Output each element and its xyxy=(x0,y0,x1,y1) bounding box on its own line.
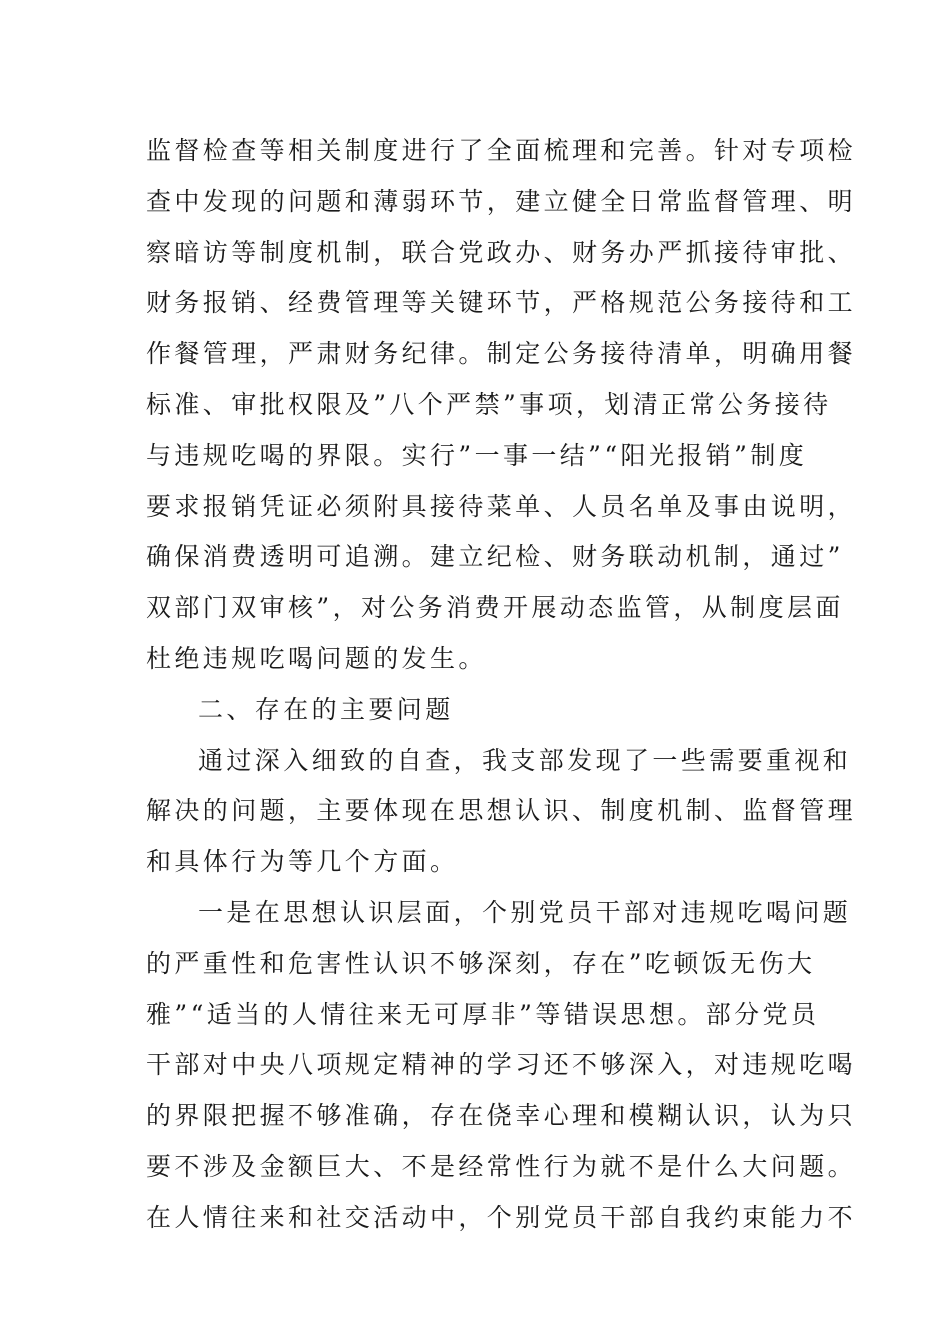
text-line: 双部门双审核”，对公务消费开展动态监管，从制度层面 xyxy=(146,593,844,623)
text-line: 干部对中央八项规定精神的学习还不够深入，对违规吃喝 xyxy=(146,1050,857,1080)
text-line: 要求报销凭证必须附具接待菜单、人员名单及事由说明， xyxy=(146,491,857,521)
section-heading: 二、存在的主要问题 xyxy=(198,694,454,724)
text-line: 察暗访等制度机制，联合党政办、财务办严抓接待审批、 xyxy=(146,237,857,267)
text-line: 作餐管理，严肃财务纪律。制定公务接待清单，明确用餐 xyxy=(146,339,857,369)
text-line: 的严重性和危害性认识不够深刻，存在”吃顿饭无伤大 xyxy=(146,948,816,978)
text-line: 杜绝违规吃喝问题的发生。 xyxy=(146,643,487,673)
text-line: 和具体行为等几个方面。 xyxy=(146,847,459,877)
text-line: 确保消费透明可追溯。建立纪检、财务联动机制，通过” xyxy=(146,542,844,572)
text-line: 财务报销、经费管理等关键环节，严格规范公务接待和工 xyxy=(146,288,857,318)
text-line: 标准、审批权限及”八个严禁”事项，划清正常公务接待 xyxy=(146,389,832,419)
text-line: 查中发现的问题和薄弱环节，建立健全日常监督管理、明 xyxy=(146,186,857,216)
text-line: 在人情往来和社交活动中，个别党员干部自我约束能力不 xyxy=(146,1202,857,1232)
text-line: 通过深入细致的自查，我支部发现了一些需要重视和 xyxy=(198,745,852,775)
text-line: 的界限把握不够准确，存在侥幸心理和模糊认识，认为只 xyxy=(146,1101,857,1131)
text-line: 要不涉及金额巨大、不是经常性行为就不是什么大问题。 xyxy=(146,1151,857,1181)
text-line: 解决的问题，主要体现在思想认识、制度机制、监督管理 xyxy=(146,796,857,826)
text-line: 监督检查等相关制度进行了全面梳理和完善。针对专项检 xyxy=(146,136,857,165)
text-line: 雅”“适当的人情往来无可厚非”等错误思想。部分党员 xyxy=(146,999,820,1029)
document-body xyxy=(146,126,857,1244)
text-line: 一是在思想认识层面，个别党员干部对违规吃喝问题 xyxy=(198,897,852,927)
text-line: 与违规吃喝的界限。实行”一事一结”“阳光报销”制度 xyxy=(146,440,808,470)
